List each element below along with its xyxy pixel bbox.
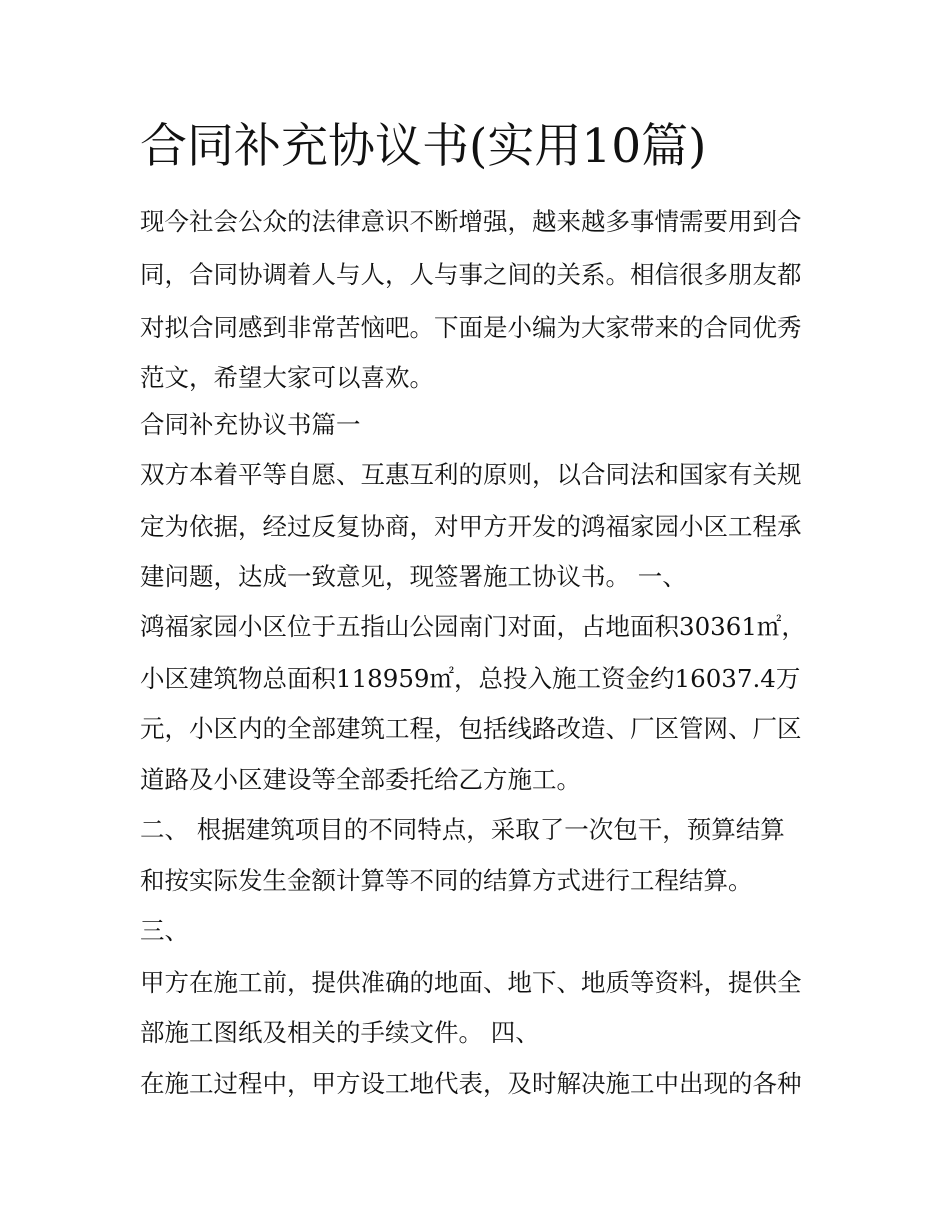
text-line-1: 现今社会公众的法律意识不断增强，越来越多事情需要用到合 xyxy=(140,207,802,236)
text-line-16: 甲方在施工前，提供准确的地面、地下、地质等资料，提供全 xyxy=(140,968,802,997)
text-line-18: 在施工过程中，甲方设工地代表，及时解决施工中出现的各种 xyxy=(140,1069,802,1098)
text-line-8: 建问题，达成一致意见，现签署施工协议书。 一、 xyxy=(140,562,687,591)
text-line-6: 双方本着平等自愿、互惠互利的原则，以合同法和国家有关规 xyxy=(140,460,802,489)
text-line-7: 定为依据，经过反复协商，对甲方开发的鸿福家园小区工程承 xyxy=(140,512,802,541)
text-line-13: 二、 根据建筑项目的不同特点，采取了一次包干，预算结算 xyxy=(140,815,785,844)
text-line-9: 鸿福家园小区位于五指山公园南门对面，占地面积30361㎡， xyxy=(140,612,806,641)
text-line-4: 范文，希望大家可以喜欢。 xyxy=(140,363,434,392)
text-line-14: 和按实际发生金额计算等不同的结算方式进行工程结算。 xyxy=(140,866,753,895)
text-line-17: 部施工图纸及相关的手续文件。 四、 xyxy=(140,1018,540,1047)
text-line-10: 小区建筑物总面积118959㎡，总投入施工资金约16037.4万 xyxy=(140,664,801,693)
text-line-3: 对拟合同感到非常苦恼吧。下面是小编为大家带来的合同优秀 xyxy=(140,313,802,342)
document-title: 合同补充协议书(实用10篇) xyxy=(140,119,707,174)
text-line-15: 三、 xyxy=(140,916,189,945)
section-heading-1: 合同补充协议书篇一 xyxy=(140,410,361,439)
text-line-11: 元，小区内的全部建筑工程，包括线路改造、厂区管网、厂区 xyxy=(140,714,802,743)
text-line-12: 道路及小区建设等全部委托给乙方施工。 xyxy=(140,765,581,794)
text-line-2: 同，合同协调着人与人，人与事之间的关系。相信很多朋友都 xyxy=(140,260,802,289)
